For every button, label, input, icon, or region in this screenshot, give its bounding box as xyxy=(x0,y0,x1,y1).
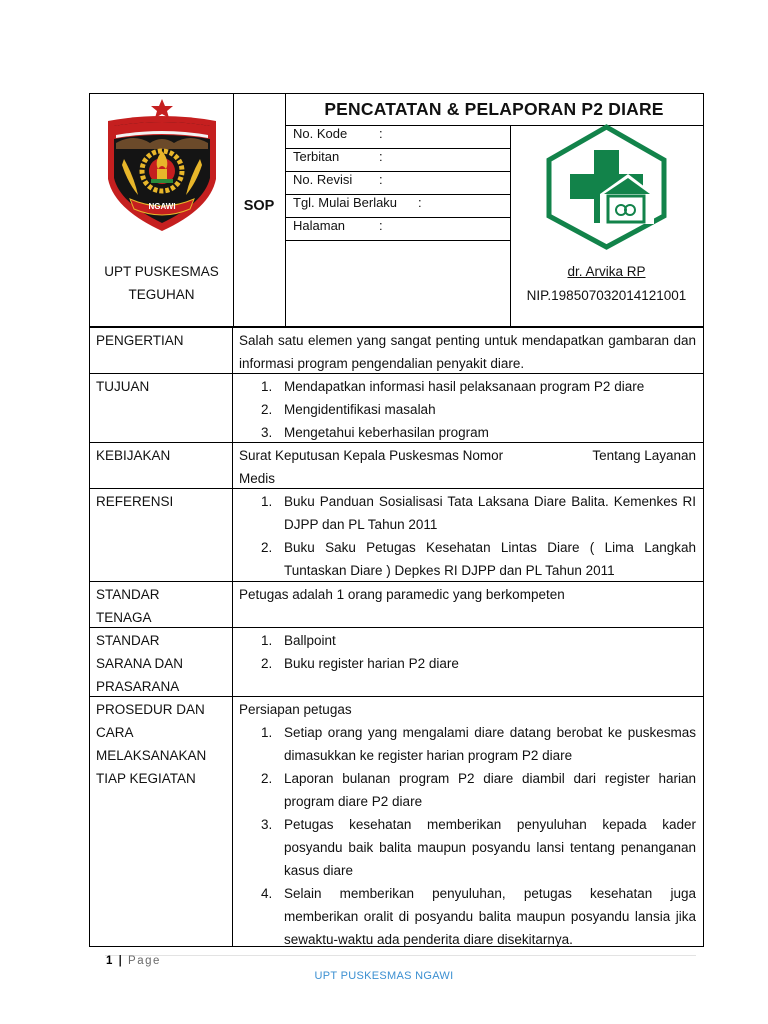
meta-no-revisi: No. Revisi : xyxy=(293,172,383,187)
content-tujuan xyxy=(233,374,703,442)
label-referensi: REFERENSI xyxy=(90,489,233,581)
prosedur-intro: Persiapan petugas xyxy=(239,702,352,717)
list-item: 4. Selain memberikan penyuluhan, petugas kesehatan juga memberikan oralit di posyandu balita maupun posyandu lansia jika sewaktu-waktu ada penderita diare disekitarnya. xyxy=(261,886,696,947)
sop-content-table xyxy=(89,327,704,947)
label-pengertian: PENGERTIAN xyxy=(90,328,233,373)
content-prosedur xyxy=(233,697,703,946)
list-item: 2. Buku Saku Petugas Kesehatan Lintas Diare ( Lima Langkah Tuntaskan Diare ) Depkes RI DJPP dan PL Tahun 2011 xyxy=(261,540,696,578)
list-item: 2. Buku register harian P2 diare xyxy=(261,656,459,671)
sop-header-table xyxy=(89,93,704,327)
row-kebijakan xyxy=(90,442,703,488)
list-item: 3. Mengetahui keberhasilan program xyxy=(261,425,489,440)
list-item: 2. Laporan bulanan program P2 diare diambil dari register harian program diare P2 diare xyxy=(261,771,696,809)
text-kebijakan: Surat Keputusan Kepala Puskesmas Nomor Tentang Layanan Medis xyxy=(239,448,696,486)
meta-tgl-mulai-berlaku: Tgl. Mulai Berlaku : xyxy=(293,195,422,210)
content-sarana-prasarana xyxy=(233,628,703,696)
row-sarana-prasarana xyxy=(90,627,703,696)
footer-organization: UPT PUSKESMAS NGAWI xyxy=(314,970,454,982)
label-tujuan: TUJUAN xyxy=(90,374,233,442)
meta-terbitan: Terbitan : xyxy=(293,149,383,164)
label-prosedur: PROSEDUR DAN CARA MELAKSANAKAN TIAP KEGIATAN xyxy=(90,697,233,946)
label-sarana-prasarana: STANDAR SARANA DAN PRASARANA xyxy=(90,628,233,696)
sop-label: SOP xyxy=(243,198,275,214)
label-standar-tenaga: STANDAR TENAGA xyxy=(90,582,233,627)
label-kebijakan: KEBIJAKAN xyxy=(90,443,233,488)
row-prosedur xyxy=(90,696,703,946)
list-item: 1. Mendapatkan informasi hasil pelaksanaan program P2 diare xyxy=(261,379,645,394)
puskesmas-cross-icon xyxy=(544,124,669,250)
signer-nip: NIP.198507032014121001 xyxy=(526,288,687,303)
organization-name: UPT PUSKESMAS TEGUHAN xyxy=(104,264,219,302)
crest-ribbon-text: NGAWI xyxy=(148,202,176,211)
signer-name: dr. Arvika RP xyxy=(567,264,646,279)
row-pengertian xyxy=(90,327,703,373)
meta-row-divider xyxy=(285,240,510,241)
meta-halaman: Halaman : xyxy=(293,218,383,233)
text-pengertian: Salah satu elemen yang sangat penting untuk mendapatkan gambaran dan informasi program pengendalian penyakit diare. xyxy=(239,333,696,371)
ngawi-regency-crest-icon xyxy=(104,99,220,233)
page-number: 1 | Page xyxy=(106,955,161,967)
list-item: 3. Petugas kesehatan memberikan penyuluhan kepada kader posyandu baik balita maupun posyandu lansi tentang penanganan kasus diare xyxy=(261,817,696,878)
row-tujuan xyxy=(90,373,703,442)
footer-divider xyxy=(105,955,696,956)
list-item: 1. Buku Panduan Sosialisasi Tata Laksana Diare Balita. Kemenkes RI DJPP dan PL Tahun 2011 xyxy=(261,494,696,532)
list-item: 1. Setiap orang yang mengalami diare datang berobat ke puskesmas dimasukkan ke register harian program P2 diare xyxy=(261,725,696,763)
text-standar-tenaga: Petugas adalah 1 orang paramedic yang berkompeten xyxy=(239,587,565,602)
row-referensi xyxy=(90,488,703,581)
document-title: PENCATATAN & PELAPORAN P2 DIARE xyxy=(324,99,664,119)
list-item: 2. Mengidentifikasi masalah xyxy=(261,402,436,417)
meta-no-kode: No. Kode : xyxy=(293,126,383,141)
header-divider xyxy=(285,94,286,326)
content-referensi xyxy=(233,489,703,581)
list-item: 1. Ballpoint xyxy=(261,633,336,648)
row-standar-tenaga xyxy=(90,581,703,627)
